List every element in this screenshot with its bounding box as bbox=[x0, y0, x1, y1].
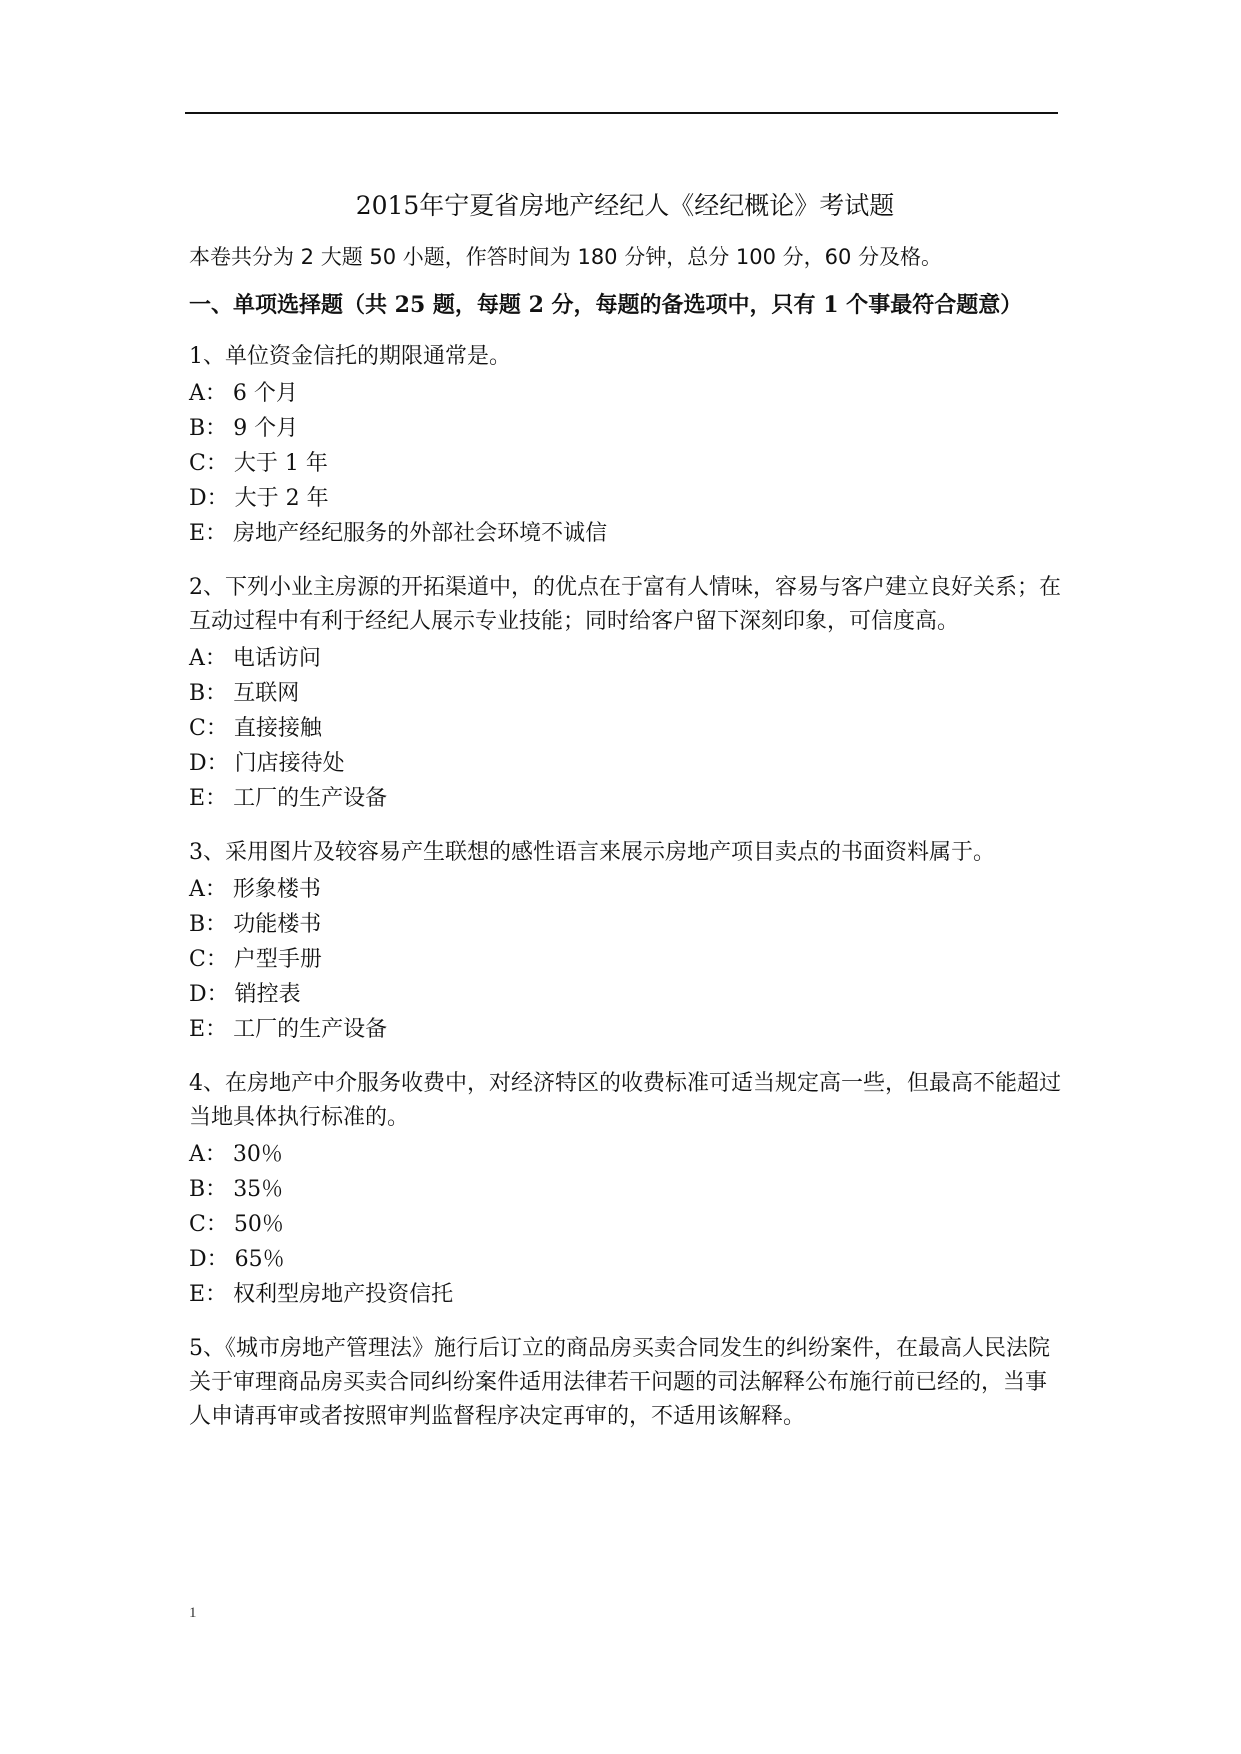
option-text: 35％ bbox=[233, 1177, 284, 1202]
option-text: 65％ bbox=[234, 1247, 285, 1272]
option-letter: D bbox=[189, 486, 207, 511]
option-separator: ： bbox=[205, 1017, 228, 1042]
question-item bbox=[189, 340, 1061, 551]
answer-option bbox=[189, 376, 1061, 411]
option-letter: B bbox=[189, 681, 206, 706]
question-item bbox=[189, 836, 1061, 1047]
answer-option bbox=[189, 781, 1061, 816]
option-letter: A bbox=[189, 1142, 205, 1167]
option-separator: ： bbox=[205, 416, 228, 441]
option-letter: C bbox=[189, 947, 206, 972]
option-text: 直接接触 bbox=[233, 716, 322, 741]
option-text: 6 个月 bbox=[232, 381, 298, 406]
answer-option bbox=[189, 872, 1061, 907]
option-separator: ： bbox=[205, 912, 228, 937]
document-title: 2015年宁夏省房地产经纪人《经纪概论》考试题 bbox=[355, 191, 895, 220]
option-letter: C bbox=[189, 451, 206, 476]
question-text: 5、《城市房地产管理法》施行后订立的商品房买卖合同发生的纠纷案件，在最高人民法院关于审理商品房买卖合同纠纷案件适用法律若干问题的司法解释公布施行前已经的，当事人申请再审或者按照审判监督程序决定再审的，不适用该解释。 bbox=[189, 1336, 1051, 1429]
option-list bbox=[189, 641, 1061, 816]
option-separator: ： bbox=[205, 716, 228, 741]
option-separator: ： bbox=[204, 381, 227, 406]
option-separator: ： bbox=[206, 1247, 229, 1272]
answer-option bbox=[189, 516, 1061, 551]
option-letter: A bbox=[189, 877, 205, 902]
answer-option bbox=[189, 977, 1061, 1012]
question-text: 3、采用图片及较容易产生联想的感性语言来展示房地产项目卖点的书面资料属于。 bbox=[189, 840, 995, 865]
option-text: 电话访问 bbox=[232, 646, 321, 671]
option-letter: C bbox=[189, 1212, 206, 1237]
option-list bbox=[189, 872, 1061, 1047]
option-text: 工厂的生产设备 bbox=[233, 786, 388, 811]
option-text: 9 个月 bbox=[233, 416, 299, 441]
option-letter: E bbox=[189, 1282, 206, 1307]
answer-option bbox=[189, 411, 1061, 446]
answer-option bbox=[189, 1172, 1061, 1207]
option-text: 互联网 bbox=[233, 681, 300, 706]
option-letter: A bbox=[189, 381, 205, 406]
answer-option bbox=[189, 1242, 1061, 1277]
option-separator: ： bbox=[206, 751, 229, 776]
option-letter: E bbox=[189, 521, 206, 546]
answer-option bbox=[189, 481, 1061, 516]
option-separator: ： bbox=[205, 786, 228, 811]
section-heading: 一、单项选择题（共 25 题，每题 2 分，每题的备选项中，只有 1 个事最符合题意） bbox=[189, 292, 1023, 318]
option-letter: D bbox=[189, 982, 207, 1007]
answer-option bbox=[189, 1207, 1061, 1242]
answer-option bbox=[189, 1137, 1061, 1172]
option-text: 权利型房地产投资信托 bbox=[233, 1282, 454, 1307]
option-text: 户型手册 bbox=[233, 947, 322, 972]
answer-option bbox=[189, 942, 1061, 977]
document-body bbox=[189, 188, 1061, 1454]
option-separator: ： bbox=[205, 681, 228, 706]
question-list bbox=[189, 340, 1061, 1434]
answer-option bbox=[189, 1277, 1061, 1312]
option-list bbox=[189, 1137, 1061, 1312]
option-text: 销控表 bbox=[234, 982, 301, 1007]
option-text: 50％ bbox=[233, 1212, 284, 1237]
option-separator: ： bbox=[206, 486, 229, 511]
option-separator: ： bbox=[204, 1142, 227, 1167]
option-text: 30％ bbox=[232, 1142, 283, 1167]
option-separator: ： bbox=[206, 982, 229, 1007]
option-separator: ： bbox=[205, 1282, 228, 1307]
option-letter: D bbox=[189, 751, 207, 776]
option-separator: ： bbox=[205, 1212, 228, 1237]
option-letter: B bbox=[189, 416, 206, 441]
option-list bbox=[189, 376, 1061, 551]
question-item bbox=[189, 1332, 1061, 1434]
option-text: 大于 1 年 bbox=[233, 451, 328, 476]
option-letter: C bbox=[189, 716, 206, 741]
option-text: 房地产经纪服务的外部社会环境不诚信 bbox=[233, 521, 608, 546]
option-letter: B bbox=[189, 912, 206, 937]
question-item bbox=[189, 1067, 1061, 1312]
option-separator: ： bbox=[204, 646, 227, 671]
option-separator: ： bbox=[205, 521, 228, 546]
answer-option bbox=[189, 1012, 1061, 1047]
option-letter: E bbox=[189, 1017, 206, 1042]
option-letter: D bbox=[189, 1247, 207, 1272]
question-text: 1、单位资金信托的期限通常是。 bbox=[189, 344, 511, 369]
option-text: 大于 2 年 bbox=[234, 486, 329, 511]
option-text: 门店接待处 bbox=[234, 751, 345, 776]
option-separator: ： bbox=[205, 1177, 228, 1202]
question-text: 2、下列小业主房源的开拓渠道中，的优点在于富有人情味，容易与客户建立良好关系；在互动过程中有利于经纪人展示专业技能；同时给客户留下深刻印象，可信度高。 bbox=[189, 575, 1062, 634]
answer-option bbox=[189, 641, 1061, 676]
option-letter: E bbox=[189, 786, 206, 811]
option-text: 功能楼书 bbox=[233, 912, 322, 937]
option-separator: ： bbox=[205, 947, 228, 972]
exam-intro: 本卷共分为 2 大题 50 小题，作答时间为 180 分钟，总分 100 分，60 分及格。 bbox=[189, 245, 943, 269]
answer-option bbox=[189, 711, 1061, 746]
option-text: 工厂的生产设备 bbox=[233, 1017, 388, 1042]
header-rule bbox=[185, 112, 1058, 114]
option-separator: ： bbox=[204, 877, 227, 902]
answer-option bbox=[189, 676, 1061, 711]
answer-option bbox=[189, 746, 1061, 781]
option-letter: B bbox=[189, 1177, 206, 1202]
option-separator: ： bbox=[205, 451, 228, 476]
option-text: 形象楼书 bbox=[232, 877, 321, 902]
answer-option bbox=[189, 907, 1061, 942]
question-item bbox=[189, 571, 1061, 816]
answer-option bbox=[189, 446, 1061, 481]
question-text: 4、在房地产中介服务收费中，对经济特区的收费标准可适当规定高一些，但最高不能超过当地具体执行标准的。 bbox=[189, 1071, 1062, 1130]
page-number: 1 bbox=[189, 1605, 197, 1621]
option-letter: A bbox=[189, 646, 205, 671]
